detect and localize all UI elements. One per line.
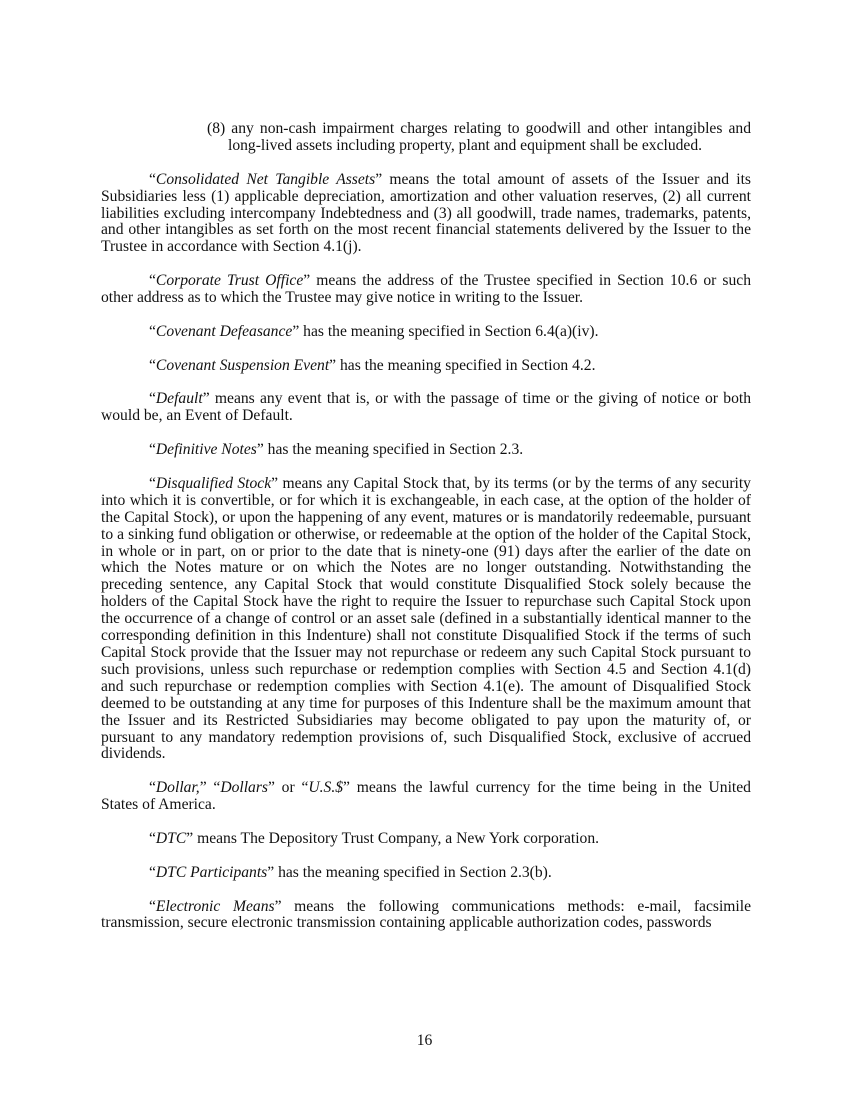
defined-term: Definitive Notes [155,441,257,459]
definition-text: means the address of the Trustee specified in Section 10.6 or such other address as to which the Trustee may give notice in writing to the Issuer. [101,272,751,307]
item-text: any non-cash impairment charges relating to goodwill and other intangibles and long-lived assets including property, plant and equipment shall be excluded. [228,120,751,154]
definition-covenant-defeasance: “Covenant Defeasance” has the meaning specified in Section 6.4(a)(iv). [149,322,599,340]
definition-covenant-suspension-event: “Covenant Suspension Event” has the meaning specified in Section 4.2. [149,356,596,374]
defined-term: DTC Participants [155,863,268,881]
defined-term: Consolidated Net Tangible Assets [155,170,376,188]
definition-text: means the lawful currency for the time being in the United States of America. [101,779,751,814]
definition-dollar: “Dollar,” “Dollars” or “U.S.$” means the lawful currency for the time being in the United States of America. [101,779,751,814]
defined-term: Disqualified Stock [155,474,272,492]
definition-electronic-means: “Electronic Means” means the following communications methods: e-mail, facsimile transmission, secure electronic transmission containing applicable authorization codes, passwords [101,897,751,932]
definition-text: means any event that is, or with the passage of time or the giving of notice or both would be, an Event of Default. [101,390,751,425]
document-page [101,121,751,949]
page-number: 16 [416,1032,433,1049]
definition-text: has the meaning specified in Section 2.3. [263,441,524,459]
definition-consolidated-net-tangible-assets: “Consolidated Net Tangible Assets” means the total amount of assets of the Issuer and its Subsidiaries less (1) applicable depreciation, amortization and other valuation reserves, (2) all current liabilities excluding intercompany Indebtedness and (3) all goodwill, trade names, trademarks, patents, and other intangibles as set forth on the most recent financial statements delivered by the Issuer to the Trustee in accordance with Section 4.1(j). [101,170,751,256]
definition-text: has the meaning specified in Section 4.2. [336,356,596,374]
definition-text: has the meaning specified in Section 2.3(b). [274,863,552,881]
definition-text: means any Capital Stock that, by its terms (or by the terms of any security into which it is convertible, or for which it is exchangeable, in each case, at the option of the holder of the Capital Stock), or upon the happening of any event, matures or is mandatorily redeemable, pursuant to a sinking fund obligation or otherwise, or redeemable at the option of the holder of the Capital Stock, in whole or in part, on or prior to the date that is ninety-one (91) days after the earlier of the date on which the Notes mature or on which the Notes are no longer outstanding. Notwithstanding the preceding sentence, any Capital Stock that would constitute Disqualified Stock solely because the holders of the Capital Stock have the right to require the Issuer to repurchase such Capital Stock upon the occurrence of a change of control or an asset sale (defined in a substantially identical manner to the corresponding definition in this Indenture) shall not constitute Disqualified Stock if the terms of such Capital Stock provide that the Issuer may not repurchase or redeem any such Capital Stock pursuant to such provisions, unless such repurchase or redemption complies with Section 4.5 and Section 4.1(d) and such repurchase or redemption complies with Section 4.1(e). The amount of Disqualified Stock deemed to be outstanding at any time for purposes of this Indenture shall be the maximum amount that the Issuer and its Restricted Subsidiaries may become obligated to pay upon the maturity of, or pursuant to any mandatory redemption provisions of, such Disqualified Stock, exclusive of accrued dividends. [101,474,751,763]
list-item-8 [207,120,751,155]
defined-term: U.S.$ [308,779,344,797]
definition-text: means the total amount of assets of the Issuer and its Subsidiaries less (1) applicable depreciation, amortization and other valuation reserves, (2) all current liabilities excluding intercompany Indebtedness and (3) all goodwill, trade names, trademarks, patents, and other intangibles as set forth on the most recent financial statements delivered by the Issuer to the Trustee in accordance with Section 4.1(j). [101,170,751,256]
definition-default: “Default” means any event that is, or with the passage of time or the giving of notice or both would be, an Event of Default. [101,390,751,425]
definition-text: has the meaning specified in Section 6.4(a)(iv). [299,322,599,340]
definition-text: means The Depository Trust Company, a New York corporation. [193,829,600,847]
defined-term: Corporate Trust Office [155,272,304,290]
defined-term: Dollars [220,779,268,797]
definition-dtc: “DTC” means The Depository Trust Company, a New York corporation. [149,829,600,847]
defined-term: Dollar, [155,779,200,797]
definition-text: means the following communications methods: e-mail, facsimile transmission, secure electronic transmission containing applicable authorization codes, passwords [101,897,751,932]
definition-definitive-notes: “Definitive Notes” has the meaning specified in Section 2.3. [149,441,524,459]
definition-dtc-participants: “DTC Participants” has the meaning specified in Section 2.3(b). [149,863,552,881]
item-number: (8) [207,120,226,137]
defined-term: Covenant Suspension Event [155,356,330,374]
defined-term: Electronic Means [155,897,275,915]
connector-text: or [274,779,302,797]
definition-corporate-trust-office: “Corporate Trust Office” means the address of the Trustee specified in Section 10.6 or such other address as to which the Trustee may give notice in writing to the Issuer. [101,272,751,307]
definition-disqualified-stock: “Disqualified Stock” means any Capital Stock that, by its terms (or by the terms of any security into which it is convertible, or for which it is exchangeable, in each case, at the option of the holder of the Capital Stock), or upon the happening of any event, matures or is mandatorily redeemable, pursuant to a sinking fund obligation or otherwise, or redeemable at the option of the holder of the Capital Stock, in whole or in part, on or prior to the date that is ninety-one (91) days after the earlier of the date on which the Notes mature or on which the Notes are no longer outstanding. Notwithstanding the preceding sentence, any Capital Stock that would constitute Disqualified Stock solely because the holders of the Capital Stock have the right to require the Issuer to repurchase such Capital Stock upon the occurrence of a change of control or an asset sale (defined in a substantially identical manner to the corresponding definition in this Indenture) shall not constitute Disqualified Stock if the terms of such Capital Stock provide that the Issuer may not repurchase or redeem any such Capital Stock pursuant to such provisions, unless such repurchase or redemption complies with Section 4.5 and Section 4.1(d) and such repurchase or redemption complies with Section 4.1(e). The amount of Disqualified Stock deemed to be outstanding at any time for purposes of this Indenture shall be the maximum amount that the Issuer and its Restricted Subsidiaries may become obligated to pay upon the maturity of, or pursuant to any mandatory redemption provisions of, such Disqualified Stock, exclusive of accrued dividends. [101,474,751,763]
defined-term: DTC [155,829,187,847]
defined-term: Covenant Defeasance [155,322,293,340]
defined-term: Default [155,390,203,408]
